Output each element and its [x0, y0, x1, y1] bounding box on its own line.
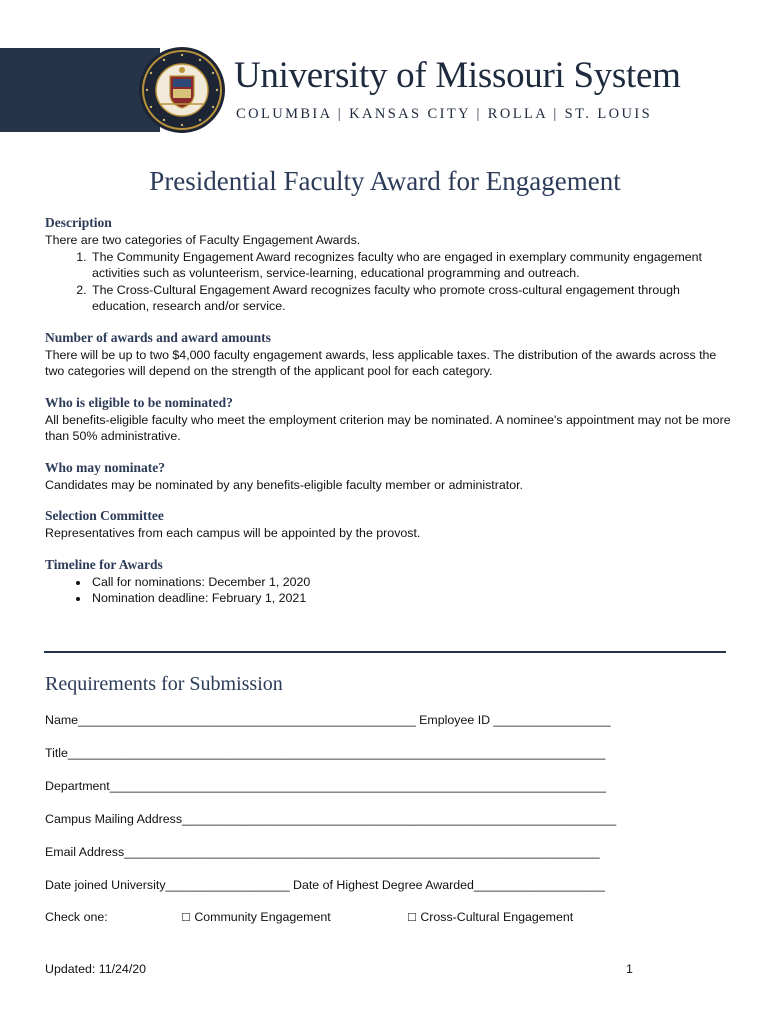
- description-intro: There are two categories of Faculty Engagement Awards.: [45, 233, 361, 247]
- description-heading: Description: [45, 215, 112, 230]
- award-description: [45, 214, 735, 621]
- title-field-line[interactable]: Title______________________________________________________________________________: [45, 746, 606, 760]
- check-one-label: Check one:: [45, 910, 108, 924]
- nominate-text: Candidates may be nominated by any benefits-eligible faculty member or administrator.: [45, 477, 523, 492]
- community-engagement-label: Community Engagement: [194, 910, 331, 924]
- eligible-text: All benefits-eligible faculty who meet the employment criterion may be nominated. A nominee's appointment may not be more than 50% administrative.: [45, 412, 731, 443]
- timeline-heading: Timeline for Awards: [45, 556, 163, 572]
- awards-heading: Number of awards and award amounts: [45, 329, 271, 345]
- name-field-line[interactable]: Name_________________________________________________ Employee ID _________________: [45, 713, 611, 727]
- department-field-line[interactable]: Department________________________________________________________________________: [45, 779, 606, 793]
- award-category-list: [45, 249, 735, 315]
- awards-text: There will be up to two $4,000 faculty engagement awards, less applicable taxes. The distribution of the awards across the two categories will depend on the strength of the applicant pool for each category.: [45, 347, 717, 378]
- dates-field-line[interactable]: Date joined University__________________ Date of Highest Degree Awarded___________________: [45, 878, 605, 892]
- list-item: 1. The Community Engagement Award recognizes faculty who are engaged in exemplary community engagement activities such as volunteerism, service-learning, educational programming and outreach.: [90, 249, 735, 282]
- timeline-list: [45, 574, 735, 607]
- mailing-address-field-line[interactable]: Campus Mailing Address_______________________________________________________________: [45, 812, 617, 826]
- description-section: [45, 214, 735, 315]
- checkbox-icon[interactable]: ☐: [407, 911, 417, 924]
- eligible-heading: Who is eligible to be nominated?: [45, 394, 233, 410]
- nominate-heading: Who may nominate?: [45, 459, 166, 475]
- committee-text: Representatives from each campus will be appointed by the provost.: [45, 526, 421, 540]
- requirements-heading: Requirements for Submission: [45, 673, 283, 695]
- nominate-section: [45, 459, 735, 494]
- email-field-line[interactable]: Email Address_____________________________________________________________________: [45, 845, 600, 859]
- university-seal-icon: [138, 46, 226, 134]
- eligible-section: [45, 394, 735, 445]
- list-item: • Call for nominations: December 1, 2020: [90, 574, 735, 591]
- section-divider: [44, 651, 726, 653]
- page-number: 1: [626, 962, 633, 976]
- committee-heading: Selection Committee: [45, 508, 164, 523]
- campus-list: COLUMBIA | KANSAS CITY | ROLLA | ST. LOUIS: [236, 106, 653, 122]
- system-name: University of Missouri System: [234, 55, 681, 96]
- awards-section: [45, 329, 735, 380]
- cross-cultural-engagement-option[interactable]: [407, 910, 573, 924]
- committee-section: [45, 507, 735, 542]
- cross-cultural-engagement-label: Cross-Cultural Engagement: [420, 910, 574, 924]
- checkbox-icon[interactable]: ☐: [181, 911, 191, 924]
- timeline-section: [45, 556, 735, 607]
- page-title: Presidential Faculty Award for Engagement: [149, 166, 621, 196]
- list-item: 2. The Cross-Cultural Engagement Award recognizes faculty who promote cross-cultural engagement through education, research and/or service.: [90, 282, 735, 315]
- community-engagement-option[interactable]: [181, 910, 331, 924]
- list-item: • Nomination deadline: February 1, 2021: [90, 590, 735, 607]
- updated-date: Updated: 11/24/20: [45, 962, 147, 976]
- header-band: [0, 48, 160, 132]
